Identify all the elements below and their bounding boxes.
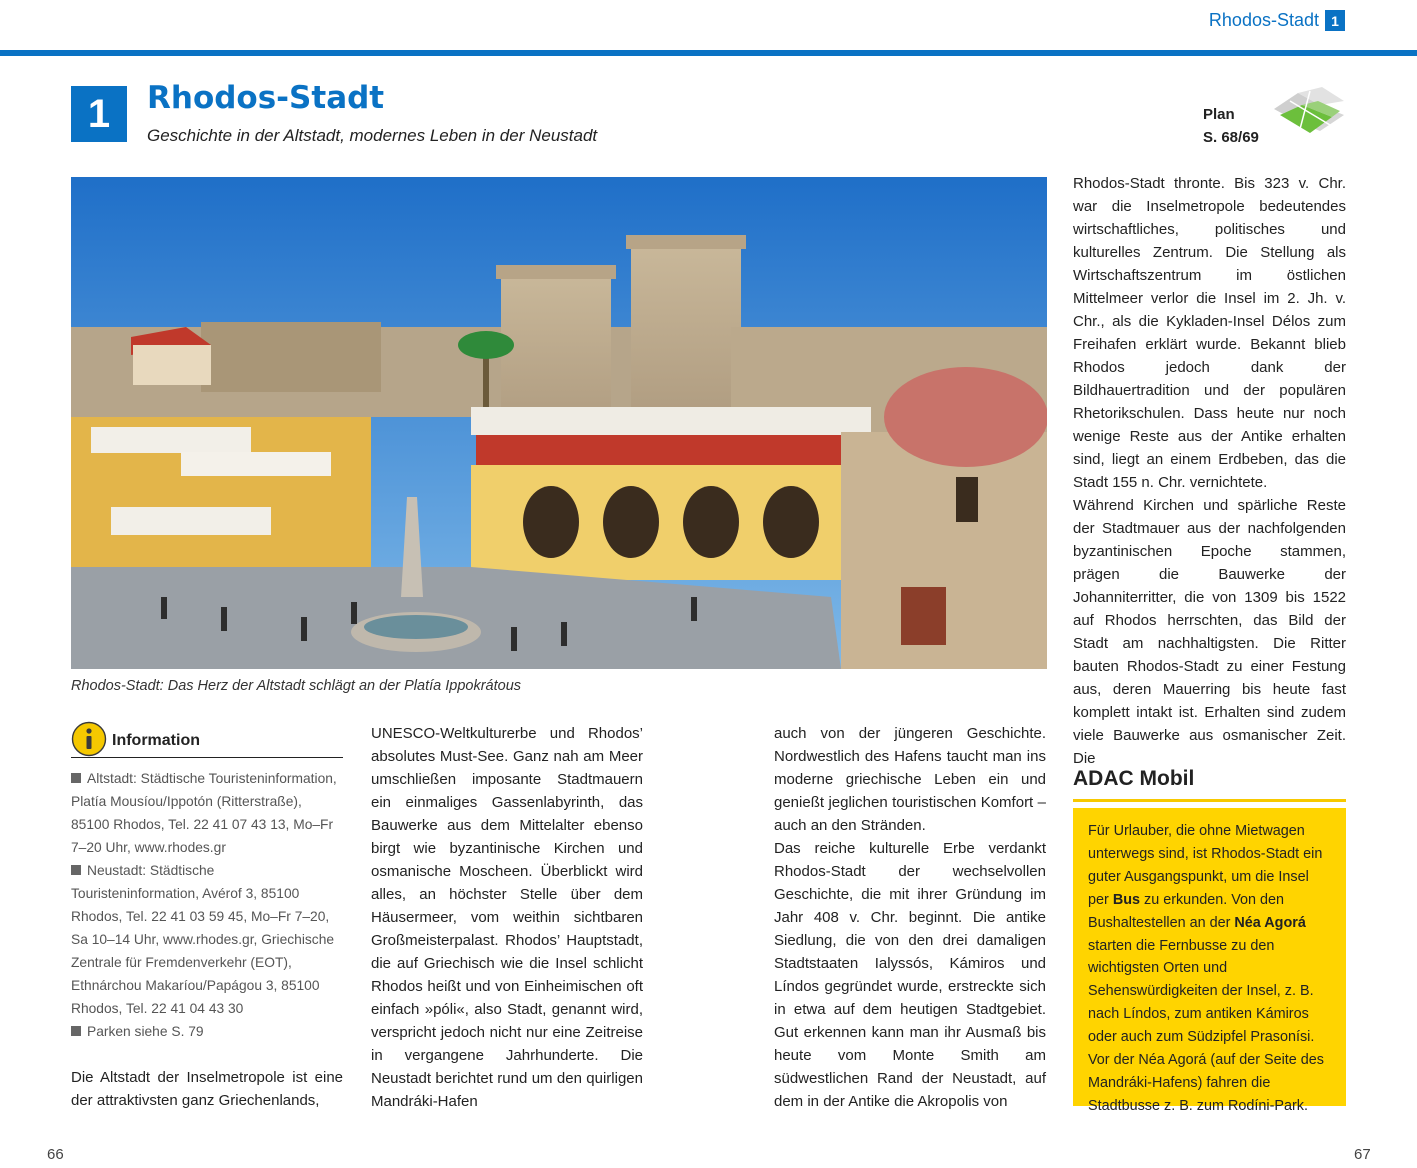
info-title: Information — [112, 732, 200, 749]
body-paragraph: Das reiche kulturelle Erbe verdankt Rhodos-Stadt der wechselvollen Geschichte, die mit ihrer Gründung im Jahr 408 v. Chr. beginnt. Die antike Siedlung, die von den drei damaligen Stadtstaaten Ialyssós, Kámiros und Líndos gegründet wurde, erstreckte sich in etwa auf dem heutigen Stadtgebiet. Gut erkennen kann man ihr Ausmaß bis heute vom Monte Smith am südwestlichen Rand der Neustadt, auf dem in der Antike die Akropolis von — [774, 840, 1046, 1110]
page-number-right: 67 — [1354, 1146, 1371, 1163]
plan-label: Plan — [1203, 106, 1235, 123]
chapter-number: 1 — [71, 86, 127, 142]
chapter-title: Rhodos-Stadt — [147, 80, 385, 116]
adac-text: Für Urlauber, die ohne Mietwagen unterwegs sind, ist Rhodos-Stadt ein guter Ausgangspunkt, um die Insel per Bus zu erkunden. Von den Bushaltestellen an der Néa Agorá starten die Fernbusse zu den wichtigsten Orten und Sehenswürdigkeiten der Insel, z. B. nach Líndos, zum antiken Kámiros oder auch zum Südzipfel Prasonísi. Vor der Néa Agorá (auf der Seite des Mandráki-Hafens) fahren die Stadtbusse z. B. zum Rodíni-Park. — [1088, 823, 1324, 1114]
adac-divider — [1073, 799, 1346, 802]
body-paragraph: Rhodos-Stadt thronte. Bis 323 v. Chr. war die Inselmetropole bedeutendes wirtschaftliches, politisches und kulturelles Zentrum. Die Stellung als Wirtschaftszentrum im östlichen Mittelmeer verlor die Insel im 2. Jh. v. Chr., als die Kykladen-Insel Délos zum Freihafen erklärt wurde. Bekannt blieb Rhodos jedoch dank der Bildhauertradition und der populären Rhetorikschulen. Dass heute nur noch wenige Reste aus der Antike erhalten sind, liegt an einem Erdbeben, das die Stadt 155 n. Chr. vernichtete. — [1073, 175, 1346, 491]
top-accent-bar — [0, 50, 1417, 56]
info-list — [71, 767, 343, 1043]
info-box-header — [71, 721, 343, 758]
body-column-3 — [774, 722, 1046, 1113]
plan-reference[interactable] — [1203, 103, 1259, 149]
body-paragraph: Während Kirchen und spärliche Reste der Stadtmauer aus der nachfolgenden byzantinischen Epoche stammen, prägen die Bauwerke der Johanniterritter, die von 1309 bis 1522 auf Rhodos herrschten, das Bild der Stadt am nachhaltigsten. Die Ritter bauten Rhodos-Stadt zu einer Festung aus, deren Mauerring bis heute fast komplett intakt ist. Erhalten sind zudem viele Bauwerke aus osmanischer Zeit. Die — [1073, 497, 1346, 767]
chapter-subtitle: Geschichte in der Altstadt, modernes Leben in der Neustadt — [147, 126, 598, 145]
body-column-1 — [71, 1066, 343, 1112]
running-header-title: Rhodos-Stadt — [1208, 10, 1319, 30]
running-header-number: 1 — [1325, 10, 1345, 31]
page-number-left: 66 — [47, 1146, 64, 1163]
body-column-4 — [1073, 172, 1346, 770]
info-icon — [71, 721, 107, 757]
plan-pages: S. 68/69 — [1203, 129, 1259, 146]
hero-photo — [71, 177, 1047, 669]
info-item: Neustadt: Städtische Touristeninformation, Avérof 3, 85100 Rhodos, Tel. 22 41 03 59 45, Mo–Fr 7–20, Sa 10–14 Uhr, www.rhodes.gr, Griechische Zentrale für Fremdenverkehr (EOT), Ethnárchou Makaríou/Papágou 3, 85100 Rhodos, Tel. 22 41 04 43 30 — [71, 863, 335, 1016]
map-icon — [1270, 85, 1348, 143]
photo-caption: Rhodos-Stadt: Das Herz der Altstadt schlägt an der Platía Ippokrátous — [71, 678, 522, 694]
adac-box — [1073, 808, 1346, 1114]
info-item: Parken siehe S. 79 — [71, 1020, 343, 1043]
info-item: Altstadt: Städtische Touristeninformation, Platía Mousíou/Ippotón (Ritterstraße), 85100 Rhodos, Tel. 22 41 07 43 13, Mo–Fr 7–20 Uhr, www.rhodes.gr — [71, 771, 337, 855]
body-column-2 — [371, 722, 643, 1113]
body-paragraph: UNESCO-Weltkulturerbe und Rhodos’ absolutes Must-See. Ganz nah am Meer umschließen imposante Stadtmauern ein einmaliges Gassenlabyrinth, das Bauwerke aus dem Mittelalter ebenso birgt wie byzantinische Kirchen und osmanische Moscheen. Überblickt wird alles, an höchster Stelle über dem Häusermeer, vom weithin sichtbaren Großmeisterpalast. Rhodos’ Hauptstadt, die auf Griechisch wie die Insel schlicht Rhodos heißt und von Einheimischen oft einfach »póli«, also Stadt, genannt wird, verspricht jedoch nicht nur eine Zeitreise in vergangene Jahrhunderte. Die Neustadt berichtet rund um den quirligen Mandráki-Hafen — [371, 725, 643, 1110]
running-header — [1209, 10, 1345, 31]
adac-title: ADAC Mobil — [1073, 767, 1195, 790]
body-paragraph: Die Altstadt der Inselmetropole ist eine der attraktivsten ganz Griechenlands, — [71, 1069, 343, 1109]
body-paragraph: auch von der jüngeren Geschichte. Nordwestlich des Hafens taucht man ins moderne griechische Leben ein und genießt jeglichen touristischen Komfort – auch an den Stränden. — [774, 725, 1046, 834]
